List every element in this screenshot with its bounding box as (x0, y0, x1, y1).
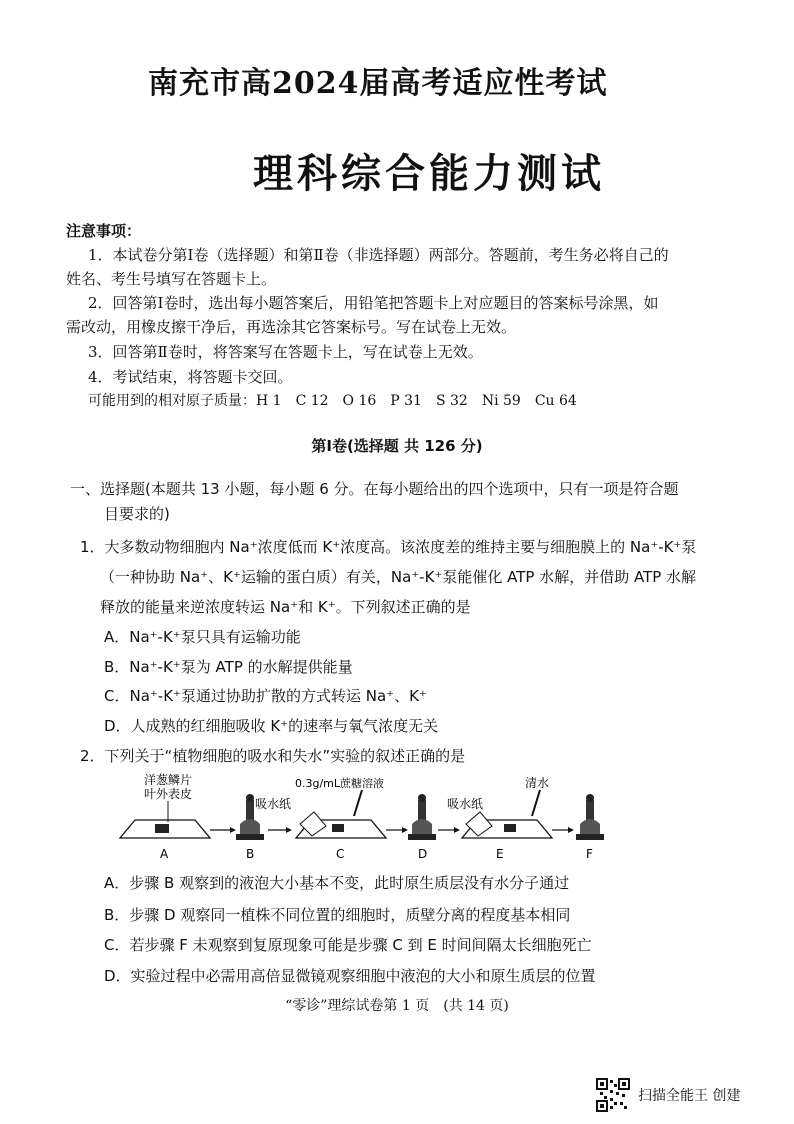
dropper-c (354, 790, 362, 816)
arrowhead (230, 827, 236, 833)
q1-stem: 1．大多数动物细胞内 Na⁺浓度低而 K⁺浓度高。该浓度差的维持主要与细胞膜上的 Na⁺-K⁺泵 (80, 538, 697, 556)
arrowhead (568, 827, 574, 833)
section-instruction: 目要求的) (104, 505, 170, 523)
scanner-watermark (596, 1078, 740, 1112)
notice-line: 4．考试结束，将答题卡交回。 (88, 368, 293, 386)
label-paper-1: 吸水纸 (255, 797, 292, 811)
step-label-d: D (418, 847, 428, 861)
microscope-icon (408, 794, 436, 840)
label-water: 清水 (525, 776, 550, 790)
label-onion-2: 叶外表皮 (144, 787, 193, 801)
exam-header-title: 南充市高2024届高考适应性考试 (148, 66, 608, 101)
atomic-mass-line: 可能用到的相对原子质量：H 1 C 12 O 16 P 31 S 32 Ni 59 Cu 64 (88, 393, 577, 409)
step-label-f: F (586, 847, 593, 861)
q1-stem: （一种协助 Na⁺、K⁺运输的蛋白质）有关，Na⁺-K⁺泵能催化 ATP 水解，并借助 ATP 水解 (100, 568, 697, 586)
notice-title: 注意事项： (66, 222, 142, 240)
step-label-e: E (496, 847, 504, 861)
notice-line: 姓名、考生号填写在答题卡上。 (66, 270, 277, 288)
q1-option-b: B．Na⁺-K⁺泵为 ATP 的水解提供能量 (104, 658, 353, 676)
specimen-c (332, 824, 344, 832)
microscope-icon (576, 794, 604, 840)
q2-option-c: C．若步骤 F 未观察到复原现象可能是步骤 C 到 E 时间间隔太长细胞死亡 (104, 936, 592, 954)
specimen-e (504, 824, 516, 832)
experiment-figure (100, 768, 620, 864)
exam-subject-title: 理科综合能力测试 (253, 151, 605, 197)
arrowhead (286, 827, 292, 833)
label-paper-2: 吸水纸 (447, 797, 484, 811)
label-sucrose: 0.3g/mL蔗糖溶液 (295, 777, 385, 790)
q2-option-d: D．实验过程中必需用高倍显微镜观察细胞中液泡的大小和原生质层的位置 (104, 967, 596, 985)
step-label-c: C (336, 847, 345, 861)
notice-line: 1．本试卷分第Ⅰ卷（选择题）和第Ⅱ卷（非选择题）两部分。答题前，考生务必将自己的 (88, 246, 669, 264)
absorbent-paper-e (466, 812, 492, 836)
qr-code-icon (596, 1078, 630, 1112)
q2-stem: 2．下列关于“植物细胞的吸水和失水”实验的叙述正确的是 (80, 747, 466, 765)
scanner-text: 扫描全能王 创建 (638, 1088, 741, 1104)
q1-option-d: D．人成熟的红细胞吸收 K⁺的速率与氧气浓度无关 (104, 717, 439, 735)
q2-option-b: B．步骤 D 观察同一植株不同位置的细胞时，质壁分离的程度基本相同 (104, 906, 571, 924)
section-instruction: 一、选择题(本题共 13 小题，每小题 6 分。在每小题给出的四个选项中，只有一项是符合题 (70, 480, 679, 498)
absorbent-paper-c (300, 812, 326, 836)
dropper-e (532, 790, 540, 816)
step-label-b: B (246, 847, 255, 861)
q2-option-a: A．步骤 B 观察到的液泡大小基本不变，此时原生质层没有水分子通过 (104, 874, 570, 892)
notice-line: 2．回答第Ⅰ卷时，选出每小题答案后，用铅笔把答题卡上对应题目的答案标号涂黑，如 (88, 294, 659, 312)
specimen-a (155, 824, 169, 833)
page-footer: “零诊”理综试卷第 1 页 (共 14 页) (285, 998, 509, 1014)
arrowhead (402, 827, 408, 833)
q1-option-a: A．Na⁺-K⁺泵只具有运输功能 (104, 628, 301, 646)
notice-line: 3．回答第Ⅱ卷时，将答案写在答题卡上，写在试卷上无效。 (88, 343, 483, 361)
q1-stem: 释放的能量来逆浓度转运 Na⁺和 K⁺。下列叙述正确的是 (100, 598, 471, 616)
arrowhead (454, 827, 460, 833)
label-onion: 洋葱鳞片 (144, 773, 193, 787)
notice-line: 需改动，用橡皮擦干净后，再选涂其它答案标号。写在试卷上无效。 (66, 318, 517, 336)
step-label-a: A (160, 847, 169, 861)
q1-option-c: C．Na⁺-K⁺泵通过协助扩散的方式转运 Na⁺、K⁺ (104, 687, 427, 705)
section-title: 第Ⅰ卷(选择题 共 126 分) (311, 437, 483, 455)
